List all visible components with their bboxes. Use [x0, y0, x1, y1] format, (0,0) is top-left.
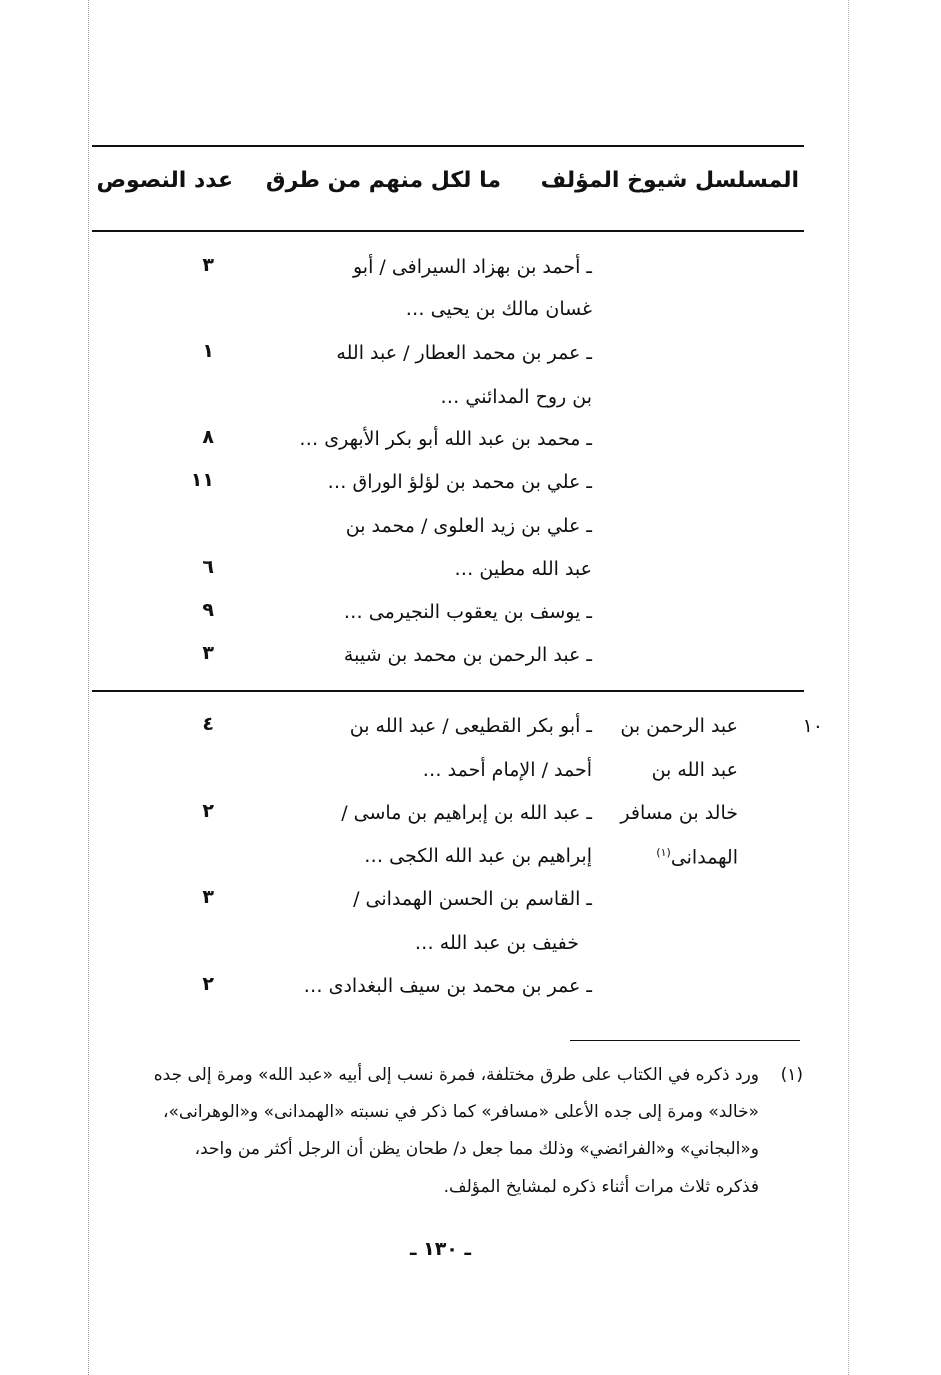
footnote-separator — [570, 1040, 800, 1041]
route-line: ـ عمر بن محمد العطار / عبد الله — [336, 342, 592, 364]
serial-number: ١٠ — [802, 715, 823, 737]
header-routes: ما لكل منهم من طرق — [265, 168, 501, 193]
author-line: عبد الرحمن بن — [620, 715, 738, 737]
route-line: ـ علي بن زيد العلوى / محمد بن — [345, 515, 592, 537]
text-count: ٦ — [202, 556, 214, 578]
text-count: ٢ — [202, 800, 214, 822]
author-line-with-note — [656, 847, 738, 867]
footnote-marker: (١) — [780, 1065, 803, 1085]
route-line: ـ يوسف بن يعقوب النجيرمى … — [343, 601, 592, 623]
page-number: ـ ١٣٠ ـ — [409, 1238, 471, 1260]
route-line: أحمد / الإمام أحمد … — [422, 759, 592, 781]
right-margin-dots — [848, 0, 849, 1375]
route-line: ـ القاسم بن الحسن الهمدانى / — [353, 888, 592, 910]
route-line: بن روح المدائني … — [440, 386, 592, 408]
text-count: ١ — [202, 340, 214, 362]
text-count: ٩ — [202, 599, 214, 621]
text-count: ٣ — [202, 254, 214, 276]
header-count: عدد النصوص — [96, 168, 233, 193]
top-rule — [92, 145, 804, 147]
text-count: ١١ — [190, 469, 214, 491]
footnote-line: فذكره ثلاث مرات أثناء ذكره لمشايخ المؤلف. — [443, 1177, 759, 1197]
route-line: ـ أحمد بن بهزاد السيرافى / أبو — [352, 256, 592, 278]
header-serial-author: المسلسل شيوخ المؤلف — [540, 168, 799, 193]
route-line: إبراهيم بن عبد الله الكجى … — [364, 845, 592, 867]
footnote-line: ورد ذكره في الكتاب على طرق مختلفة، فمرة نسب إلى أبيه «عبد الله» ومرة إلى جده — [153, 1065, 759, 1085]
author-name: الهمدانى — [670, 846, 738, 869]
text-count: ٣ — [202, 642, 214, 664]
left-margin-dots — [88, 0, 89, 1375]
header-bottom-rule — [92, 230, 804, 232]
text-count: ٤ — [202, 713, 214, 735]
route-line: خفيف بن عبد الله … — [414, 932, 579, 954]
route-line: غسان مالك بن يحيى … — [405, 298, 592, 320]
route-line: ـ عمر بن محمد بن سيف البغدادى … — [303, 975, 592, 997]
author-line: عبد الله بن — [651, 759, 738, 781]
route-line: ـ محمد بن عبد الله أبو بكر الأبهرى … — [299, 428, 592, 450]
text-count: ٣ — [202, 886, 214, 908]
group-divider-rule — [92, 690, 804, 692]
footnote-line: «خالد» ومرة إلى جده الأعلى «مسافر» كما ذكر في نسبته «الهمدانى» و«الوهرانى»، — [163, 1102, 759, 1122]
route-line: ـ علي بن محمد بن لؤلؤ الوراق … — [327, 471, 592, 493]
footnote-line: و«البجاني» و«الفرائضي» وذلك مما جعل د/ طحان يظن أن الرجل أكثر من واحد، — [194, 1139, 759, 1159]
route-line: ـ أبو بكر القطيعى / عبد الله بن — [349, 715, 592, 737]
footnote-ref-mark[interactable]: (١) — [656, 846, 671, 859]
text-count: ٨ — [202, 426, 214, 448]
text-count: ٢ — [202, 973, 214, 995]
route-line: ـ عبد الله بن إبراهيم بن ماسى / — [341, 802, 592, 824]
route-line: عبد الله مطين … — [454, 558, 592, 580]
author-line: خالد بن مسافر — [620, 802, 738, 824]
route-line: ـ عبد الرحمن بن محمد بن شيبة — [343, 644, 592, 666]
